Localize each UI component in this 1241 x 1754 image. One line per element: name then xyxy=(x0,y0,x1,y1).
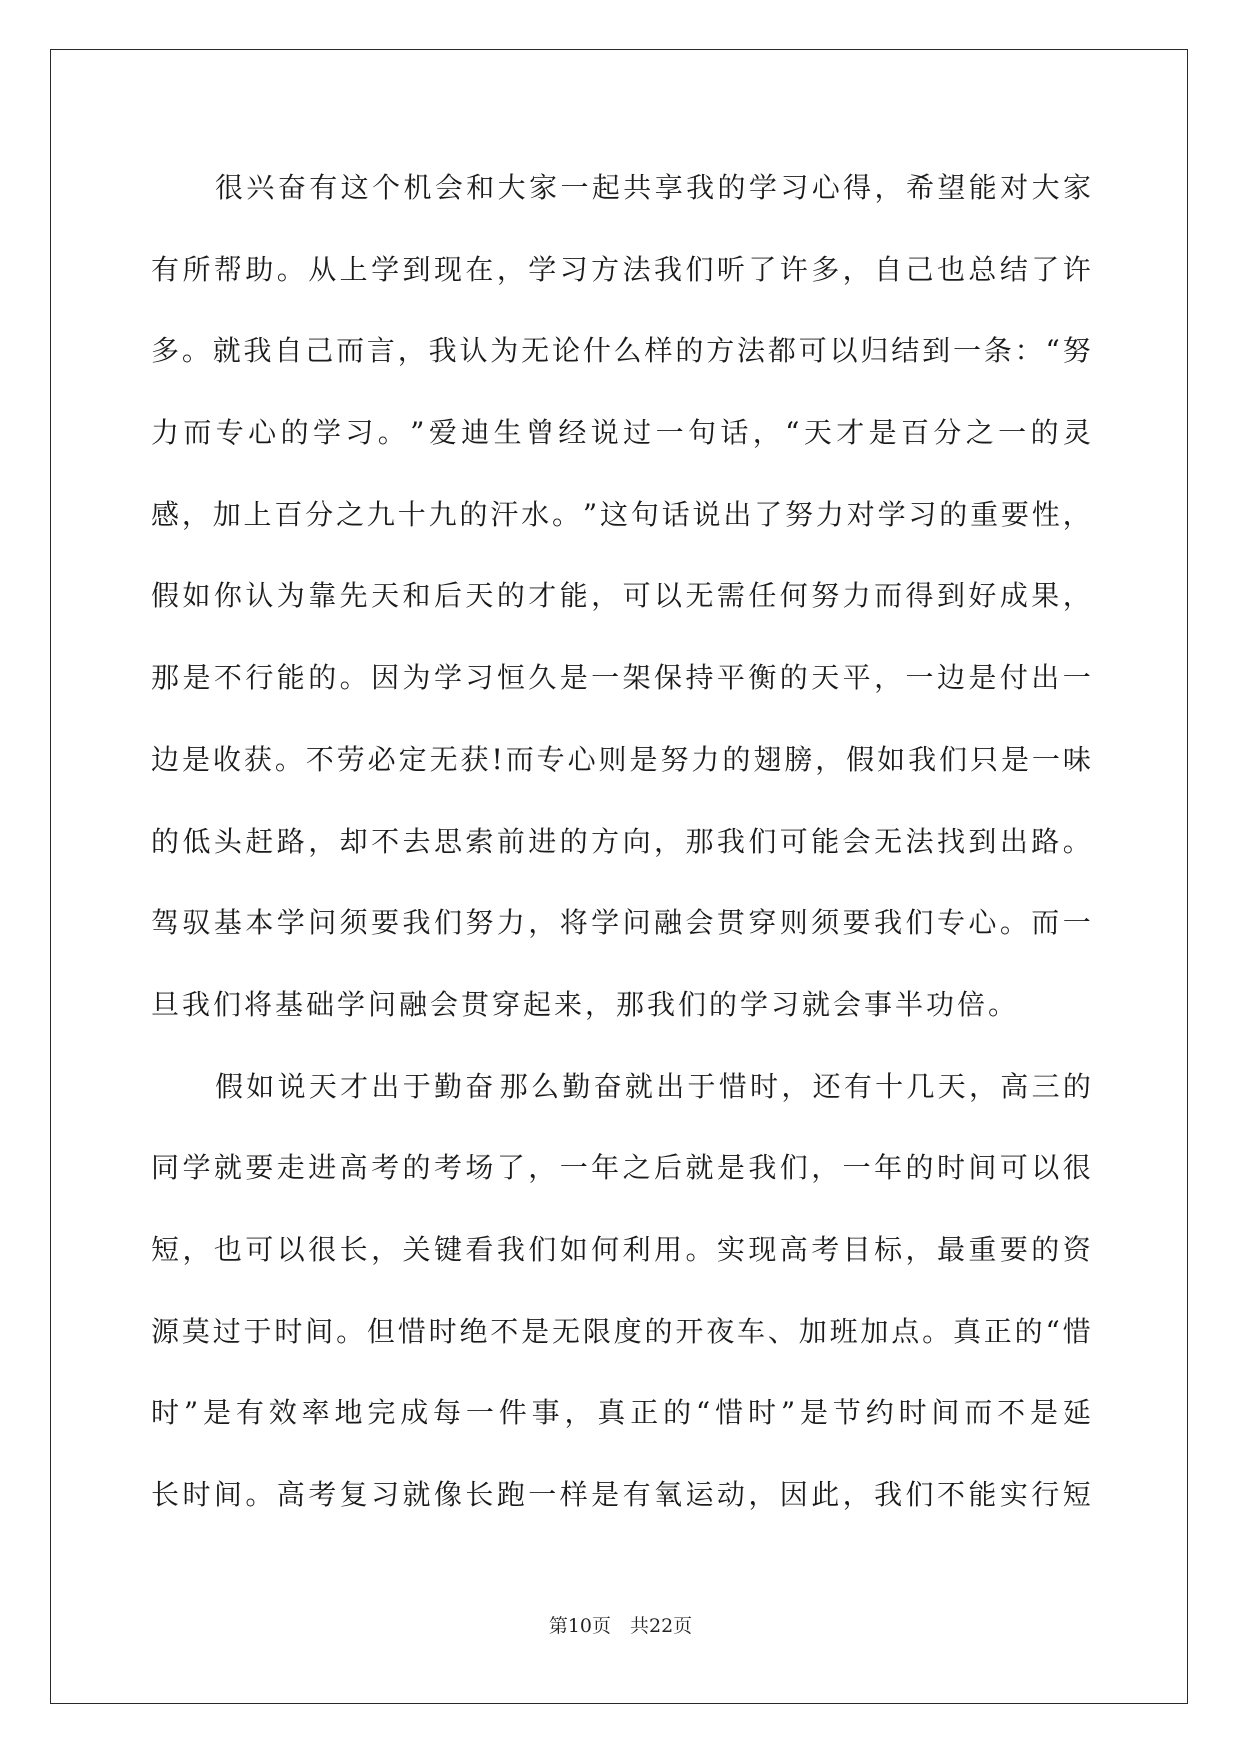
paragraph-2-line-3: 短 ， 也 可 以 很 长 ， 关 键 看 我 们 如 何 利 用 。 实 现 高 考 目 标 ， 最 重 要 的 资 xyxy=(151,1232,1091,1266)
paragraph-2-line-5: 时 ” 是 有 效 率 地 完 成 每 一 件 事 ， 真 正 的 “ 惜 时 ” 是 节 约 时 间 而 不 是 延 xyxy=(151,1396,1091,1430)
paragraph-1-line-8: 边 是 收 获 。 不 劳 必 定 无 获 ! 而 专 心 则 是 努 力 的 翅 膀 ， 假 如 我 们 只 是 一 味 xyxy=(151,742,1091,776)
paragraph-2-line-1: 假 如 说 天 才 出 于 勤 奋 那 么 勤 奋 就 出 于 惜 时 ， 还 有 十 几 天 ， 高 三 的 xyxy=(215,1069,1091,1103)
paragraph-1-line-7: 那 是 不 行 能 的 。 因 为 学 习 恒 久 是 一 架 保 持 平 衡 的 天 平 ， 一 边 是 付 出 一 xyxy=(151,661,1091,695)
paragraph-1-line-4: 力 而 专 心 的 学 习 。 ” 爱 迪 生 曾 经 说 过 一 句 话 ， “ 天 才 是 百 分 之 一 的 灵 xyxy=(151,416,1091,450)
paragraph-1-line-11: 旦我们将基础学问融会贯穿起来，那我们的学习就会事半功倍。 xyxy=(151,987,1020,1021)
paragraph-2-line-2: 同 学 就 要 走 进 高 考 的 考 场 了 ， 一 年 之 后 就 是 我 们 ， 一 年 的 时 间 可 以 很 xyxy=(151,1151,1091,1185)
paragraph-2-line-6: 长 时 间 。 高 考 复 习 就 像 长 跑 一 样 是 有 氧 运 动 ， 因 此 ， 我 们 不 能 实 行 短 xyxy=(151,1478,1091,1511)
paragraph-1-line-1: 很 兴 奋 有 这 个 机 会 和 大 家 一 起 共 享 我 的 学 习 心 得 ， 希 望 能 对 大 家 xyxy=(215,171,1091,204)
paragraph-1-line-9: 的 低 头 赶 路 ， 却 不 去 思 索 前 进 的 方 向 ， 那 我 们 可 能 会 无 法 找 到 出 路 。 xyxy=(151,824,1091,858)
document-body xyxy=(151,160,1091,1549)
paragraph-1-line-6: 假 如 你 认 为 靠 先 天 和 后 天 的 才 能 ， 可 以 无 需 任 何 努 力 而 得 到 好 成 果 ， xyxy=(151,579,1091,613)
paragraph-1-line-5: 感 ， 加 上 百 分 之 九 十 九 的 汗 水 。 ” 这 句 话 说 出 了 努 力 对 学 习 的 重 要 性 ， xyxy=(151,497,1091,531)
paragraph-1-line-3: 多 。 就 我 自 己 而 言 ， 我 认 为 无 论 什 么 样 的 方 法 都 可 以 归 结 到 一 条 ： “ 努 xyxy=(151,334,1091,368)
page-number-footer: 第10页 共22页 xyxy=(548,1615,693,1637)
paragraph-1-line-10: 驾 驭 基 本 学 问 须 要 我 们 努 力 ， 将 学 问 融 会 贯 穿 则 须 要 我 们 专 心 。 而 一 xyxy=(151,906,1091,940)
paragraph-2-line-4: 源 莫 过 于 时 间 。 但 惜 时 绝 不 是 无 限 度 的 开 夜 车 、 加 班 加 点 。 真 正 的 “ 惜 xyxy=(151,1314,1091,1348)
paragraph-1-line-2: 有 所 帮 助 。 从 上 学 到 现 在 ， 学 习 方 法 我 们 听 了 许 多 ， 自 己 也 总 结 了 许 xyxy=(151,252,1091,286)
